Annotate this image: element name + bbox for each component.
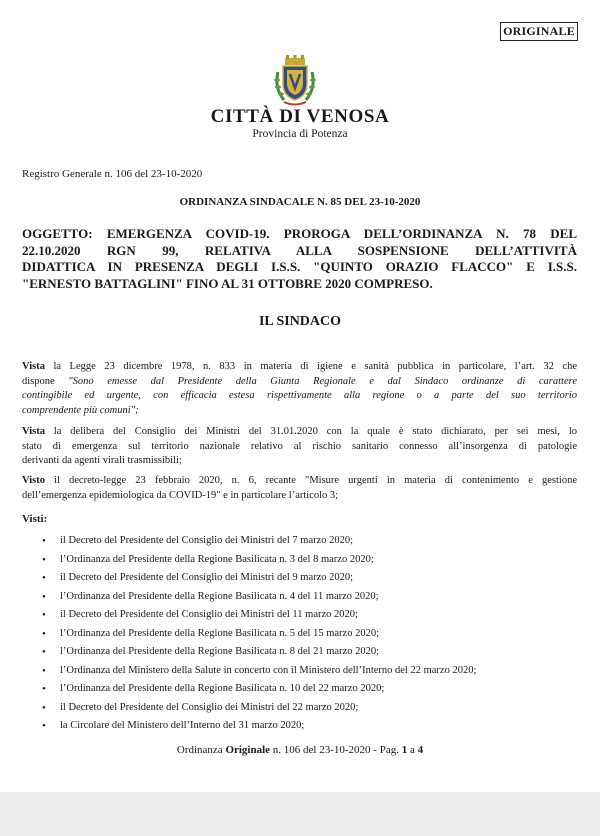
- visti-list: [40, 532, 476, 736]
- paragraph-lead: Vista: [22, 426, 45, 437]
- list-item: • il Decreto del Presidente del Consiglio dei Ministri del 7 marzo 2020;: [40, 532, 476, 551]
- il-sindaco-heading: IL SINDACO: [258, 314, 342, 329]
- list-item: • l’Ordinanza del Presidente della Regione Basilicata n. 3 del 8 marzo 2020;: [40, 551, 476, 570]
- paragraph-text: stato di emergenza sul territorio nazionale relativo al rischio sanitario connesso all’insorgenza di patologie: [22, 440, 577, 452]
- visti-heading: Visti:: [22, 513, 48, 525]
- paragraph-text: dell’emergenza epidemiologica da COVID-19" e in particolare l’articolo 3;: [22, 489, 339, 501]
- paragraph-text: la delibera del Consiglio dei Ministri del 31.01.2020 con la quale è stato dichiarato, per sei mesi, lo: [44, 426, 577, 437]
- footer-page-number: 1: [401, 744, 408, 756]
- paragraph-lead: Visto: [22, 475, 45, 486]
- footer-middle: n. 106 del 23-10-2020 - Pag.: [270, 744, 402, 756]
- list-item: • il Decreto del Presidente del Consiglio dei Ministri del 22 marzo 2020;: [40, 699, 476, 718]
- paragraph-quote: comprendente più comuni";: [22, 404, 139, 416]
- page-bottom-margin: [0, 792, 600, 836]
- ordinanza-title: ORDINANZA SINDACALE N. 85 DEL 23-10-2020: [179, 196, 421, 208]
- footer-page-total: 4: [417, 744, 424, 756]
- page-footer: [0, 744, 600, 756]
- paragraph-delibera: [22, 425, 577, 469]
- paragraph-text: derivanti da agenti virali trasmissibili;: [22, 455, 182, 467]
- registro-generale: Registro Generale n. 106 del 23-10-2020: [22, 168, 203, 180]
- paragraph-quote: "Sono emesse dal Presidente della Giunta Regionale e dal Sindaco ordinanze di carattere: [68, 375, 577, 387]
- paragraph-text: la Legge 23 dicembre 1978, n. 833 in materia di igiene e sanità pubblica in particolare, l’art. 32 che: [44, 361, 577, 372]
- paragraph-decreto-legge: [22, 474, 577, 503]
- paragraph-text: dispone: [22, 375, 69, 387]
- footer-prefix: Ordinanza: [176, 744, 226, 756]
- paragraph-text: il decreto-legge 23 febbraio 2020, n. 6, recante "Misure urgenti in materia di contenimento e gestione: [44, 475, 577, 486]
- oggetto-line: DIDATTICA IN PRESENZA DEGLI I.S.S. "QUINTO ORAZIO FLACCO" E I.S.S.: [22, 259, 577, 275]
- coat-of-arms-icon: [270, 54, 320, 108]
- paragraph-quote: contingibile ed urgente, con efficacia estesa rispettivamente alla regione o a parte del suo territorio: [22, 390, 577, 402]
- list-item: • l’Ordinanza del Ministero della Salute in concerto con il Ministero dell’Interno del 22 marzo 2020;: [40, 662, 476, 681]
- footer-a: a: [407, 744, 418, 756]
- list-item: • il Decreto del Presidente del Consiglio dei Ministri del 11 marzo 2020;: [40, 606, 476, 625]
- list-item: • la Circolare del Ministero dell’Interno del 31 marzo 2020;: [40, 717, 476, 736]
- oggetto-line: "ERNESTO BATTAGLINI" FINO AL 31 OTTOBRE 2020 COMPRESO.: [22, 275, 433, 291]
- province-name: Provincia di Potenza: [252, 128, 348, 140]
- city-name: CITTÀ DI VENOSA: [210, 106, 390, 127]
- oggetto-block: [22, 226, 577, 292]
- oggetto-line: 22.10.2020 RGN 99, RELATIVA ALLA SOSPENSIONE DELL’ATTIVITÀ: [22, 242, 577, 258]
- list-item: • il Decreto del Presidente del Consiglio dei Ministri del 9 marzo 2020;: [40, 569, 476, 588]
- list-item: • l’Ordinanza del Presidente della Regione Basilicata n. 4 del 11 marzo 2020;: [40, 588, 476, 607]
- oggetto-line: OGGETTO: EMERGENZA COVID-19. PROROGA DELL’ORDINANZA N. 78 DEL: [22, 226, 577, 241]
- originale-stamp: ORIGINALE: [500, 22, 578, 41]
- footer-originale: Originale: [225, 744, 271, 756]
- list-item: • l’Ordinanza del Presidente della Regione Basilicata n. 5 del 15 marzo 2020;: [40, 625, 476, 644]
- list-item: • l’Ordinanza del Presidente della Regione Basilicata n. 10 del 22 marzo 2020;: [40, 680, 476, 699]
- paragraph-legge-833: [22, 360, 577, 418]
- paragraph-lead: Vista: [22, 361, 45, 372]
- list-item: • l’Ordinanza del Presidente della Regione Basilicata n. 8 del 21 marzo 2020;: [40, 643, 476, 662]
